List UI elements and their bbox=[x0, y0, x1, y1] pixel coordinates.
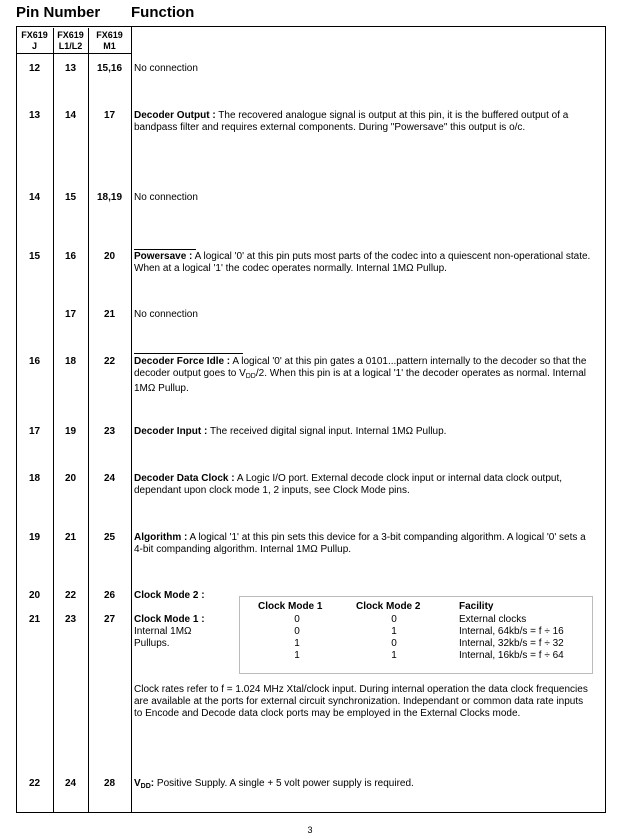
pin-m: 24 bbox=[103, 473, 116, 484]
pin-l: 24 bbox=[64, 778, 77, 789]
pin-j: 12 bbox=[28, 63, 41, 74]
function-description: Internal 1MΩ bbox=[134, 626, 192, 637]
function-text bbox=[134, 426, 594, 438]
clock-table-cell: Internal, 16kb/s = f ÷ 64 bbox=[459, 650, 564, 661]
pin-j: 15 bbox=[28, 251, 41, 262]
clock-table-cell: 1 bbox=[391, 626, 397, 637]
clock-table-cell: 0 bbox=[294, 626, 300, 637]
clock-table-cell: Internal, 32kb/s = f ÷ 32 bbox=[459, 638, 564, 649]
function-description: The recovered analogue signal is output at this pin, it is the buffered output of a bandpass filter and requires external components. During "Powersave" this output is o/c. bbox=[134, 110, 569, 133]
function-text bbox=[134, 473, 594, 497]
function-text: No connection bbox=[134, 63, 198, 74]
pin-m: 15,16 bbox=[96, 63, 123, 74]
pin-number-heading: Pin Number bbox=[16, 4, 101, 21]
pin-m: 28 bbox=[103, 778, 116, 789]
pin-j: 14 bbox=[28, 192, 41, 203]
clock-table-cell: External clocks bbox=[459, 614, 527, 625]
pin-m: 21 bbox=[103, 309, 116, 320]
function-title: Algorithm : bbox=[134, 532, 188, 543]
function-title: Decoder Data Clock : bbox=[134, 473, 235, 484]
pin-m: 20 bbox=[103, 251, 116, 262]
column-header-l: FX619 L1/L2 bbox=[57, 30, 84, 51]
function-text bbox=[134, 110, 594, 134]
clock-table-cell: 0 bbox=[391, 638, 397, 649]
pin-j: 16 bbox=[28, 356, 41, 367]
function-title: Powersave : bbox=[134, 251, 193, 262]
column-header-j: FX619 J bbox=[21, 30, 48, 51]
function-title: Clock Mode 1 : bbox=[134, 614, 205, 625]
pin-j: 20 bbox=[28, 590, 41, 601]
pin-j: 17 bbox=[28, 426, 41, 437]
function-title: Decoder Output : bbox=[134, 110, 216, 121]
function-description: A logical '0' at this pin puts most parts of the codec into a quiescent non-operational state. When at a logical '1' the codec operates normally. Internal 1MΩ Pullup. bbox=[134, 251, 591, 274]
pin-m: 25 bbox=[103, 532, 116, 543]
function-text bbox=[134, 778, 594, 793]
pin-m: 22 bbox=[103, 356, 116, 367]
page-number: 3 bbox=[307, 825, 313, 835]
clock-table-header: Facility bbox=[459, 601, 494, 612]
function-text bbox=[134, 614, 234, 650]
pin-j: 22 bbox=[28, 778, 41, 789]
clock-table-cell: Internal, 64kb/s = f ÷ 16 bbox=[459, 626, 564, 637]
header-underline bbox=[16, 53, 131, 54]
function-description: The received digital signal input. Internal 1MΩ Pullup. bbox=[207, 426, 447, 437]
function-title: Clock Mode 2 : bbox=[134, 590, 205, 601]
function-description: Pullups. bbox=[134, 638, 170, 649]
subscript: DD bbox=[140, 783, 151, 790]
pin-m: 23 bbox=[103, 426, 116, 437]
pin-l: 22 bbox=[64, 590, 77, 601]
clock-table-cell: 0 bbox=[294, 614, 300, 625]
clock-table-header: Clock Mode 1 bbox=[258, 601, 323, 612]
pin-l: 17 bbox=[64, 309, 77, 320]
function-title: $V_{DD}$: bbox=[134, 778, 155, 790]
column-divider bbox=[88, 28, 89, 813]
pin-l: 14 bbox=[64, 110, 77, 121]
pin-m: 27 bbox=[103, 614, 116, 625]
column-divider bbox=[53, 28, 54, 813]
pin-l: 19 bbox=[64, 426, 77, 437]
pin-l: 20 bbox=[64, 473, 77, 484]
subscript: DD bbox=[245, 373, 256, 380]
function-text bbox=[134, 532, 594, 556]
function-description: A Logic I/O port. External decode clock input or internal data clock output, dependant upon clock mode 1, 2 inputs, see Clock Mode pins. bbox=[134, 473, 563, 496]
function-text bbox=[134, 251, 594, 275]
function-description: /2. When this pin is at a logical '1' the decoder operates as normal. Internal 1MΩ Pullup. bbox=[134, 368, 586, 394]
clock-table-header: Clock Mode 2 bbox=[356, 601, 421, 612]
function-text bbox=[134, 590, 234, 602]
function-text: No connection bbox=[134, 309, 198, 320]
pin-l: 15 bbox=[64, 192, 77, 203]
function-description: A logical '1' at this pin sets this device for a 3-bit companding algorithm. A logical '0' sets a 4-bit companding algorithm. Internal 1MΩ Pullup. bbox=[134, 532, 586, 555]
clock-rate-note: Clock rates refer to f = 1.024 MHz Xtal/clock input. During internal operation the data clock frequencies are available at the ports for external circuit synchronization. Independant or common data rate inputs to Encode and Decode data clock ports may be employed in the External Clocks mode. bbox=[134, 684, 588, 719]
function-description: Positive Supply. A single + 5 volt power supply is required. bbox=[154, 778, 414, 789]
overbar bbox=[134, 249, 196, 250]
pin-m: 26 bbox=[103, 590, 116, 601]
pin-j: 19 bbox=[28, 532, 41, 543]
pin-l: 18 bbox=[64, 356, 77, 367]
pin-m: 17 bbox=[103, 110, 116, 121]
clock-table-cell: 0 bbox=[391, 614, 397, 625]
pin-l: 13 bbox=[64, 63, 77, 74]
function-title: Decoder Force Idle : bbox=[134, 356, 231, 367]
function-text bbox=[134, 356, 594, 395]
pin-l: 21 bbox=[64, 532, 77, 543]
pin-j: 21 bbox=[28, 614, 41, 625]
function-description: A logical '0' at this pin gates a 0101...pattern internally to the decoder so that the decoder output goes to V bbox=[134, 356, 587, 379]
function-title: Decoder Input : bbox=[134, 426, 208, 437]
pin-l: 23 bbox=[64, 614, 77, 625]
function-heading: Function bbox=[131, 4, 195, 21]
clock-table-cell: 1 bbox=[294, 650, 300, 661]
function-text: No connection bbox=[134, 192, 198, 203]
clock-table-cell: 1 bbox=[391, 650, 397, 661]
pin-l: 16 bbox=[64, 251, 77, 262]
pin-j: 18 bbox=[28, 473, 41, 484]
overbar bbox=[134, 353, 243, 354]
pin-m: 18,19 bbox=[96, 192, 123, 203]
clock-table-cell: 1 bbox=[294, 638, 300, 649]
pin-j: 13 bbox=[28, 110, 41, 121]
column-header-m: FX619 M1 bbox=[96, 30, 123, 51]
